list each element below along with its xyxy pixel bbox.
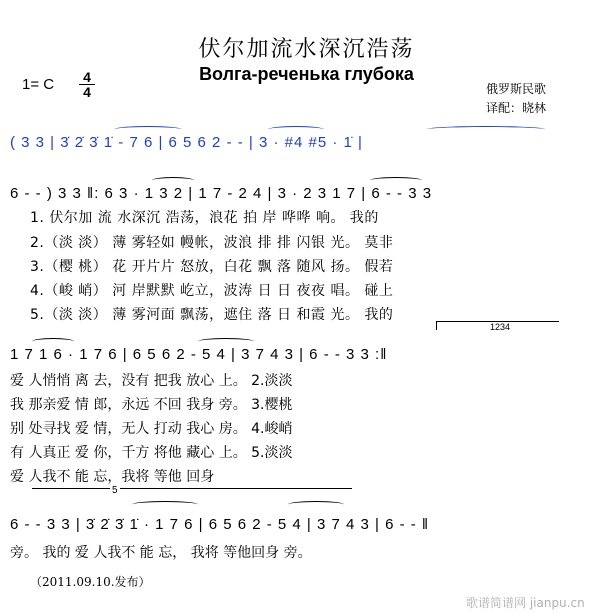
time-signature-top: 4 — [79, 70, 95, 85]
verse-2-cont: 我 那亲爱 情 郎，永远 不回 我身 旁。 3.樱桃 — [10, 397, 293, 413]
time-signature — [79, 70, 95, 99]
verse-4: 4.（峻 峭） 河 岸默默 屹立，波涛 日 日 夜夜 唱。 碰上 — [30, 283, 394, 299]
time-signature-bottom: 4 — [83, 84, 91, 100]
arranger-credit: 译配：晓林 — [486, 101, 547, 115]
verse-3: 3.（樱 桃） 花 开片片 怒放，白花 飘 落 随风 扬。 假若 — [30, 259, 394, 275]
volta-label: 1234 — [490, 322, 511, 332]
verse-3-cont: 别 处寻找 爱 情，无人 打动 我心 房。 4.峻峭 — [10, 421, 293, 437]
music-line-intro: ( 3 3 | 3̇ 2̇ 3̇ 1̇ - 7 6 | 6 5 6 2 - - | 3 · #4 #5 · 1̇ | — [10, 134, 363, 151]
site-watermark: 歌谱简谱网 jianpu.cn — [466, 596, 585, 610]
music-line-3: 1 7 1 6 · 1 7 6 | 6 5 6 2 - 5 4 | 3 7 4 3 | 6 - - 3 3 :‖ — [10, 346, 388, 363]
verse-1: 1. 伏尔加 流 水深沉 浩荡，浪花 拍 岸 哗哗 响。 我的 — [30, 210, 379, 226]
verse-2: 2.（淡 淡） 薄 雾轻如 幔帐，波浪 排 排 闪银 光。 莫非 — [30, 235, 394, 251]
song-title-chinese: 伏尔加流水深沉浩荡 — [198, 37, 415, 62]
music-line-2: 6 - - ) 3 3 ‖: 6 3 · 1 3 2 | 1 7 - 2 4 | 3 · 2 3 1 7 | 6 - - 3 3 — [10, 185, 433, 202]
section-divider — [32, 488, 352, 489]
final-lyric: 旁。 我的 爱 人我不 能 忘， 我将 等他回身 旁。 — [10, 545, 312, 561]
verse-1-cont: 爱 人悄悄 离 去，没有 把我 放心 上。 2.淡淡 — [10, 373, 293, 389]
song-origin: 俄罗斯民歌 — [486, 82, 547, 96]
music-line-4: 6 - - 3 3 | 3̇ 2̇ 3̇ 1̇ · 1 7 6 | 6 5 6 2 - 5 4 | 3 7 4 3 | 6 - - ‖ — [10, 516, 430, 533]
section-divider-label: 5 — [112, 485, 118, 496]
verse-4-cont: 有 人真正 爱 你，千方 将他 藏心 上。 5.淡淡 — [10, 445, 293, 461]
publish-date: （2011.09.10.发布） — [30, 575, 151, 589]
song-title-russian: Волга-реченька глубока — [199, 64, 414, 84]
verse-5-cont: 爱 人我不 能 忘，我将 等他 回身 — [10, 469, 215, 485]
key-signature: 1= C — [22, 76, 55, 93]
verse-5: 5.（淡 淡） 薄 雾河面 飘荡，遮住 落 日 和霞 光。 我的 — [30, 307, 394, 323]
